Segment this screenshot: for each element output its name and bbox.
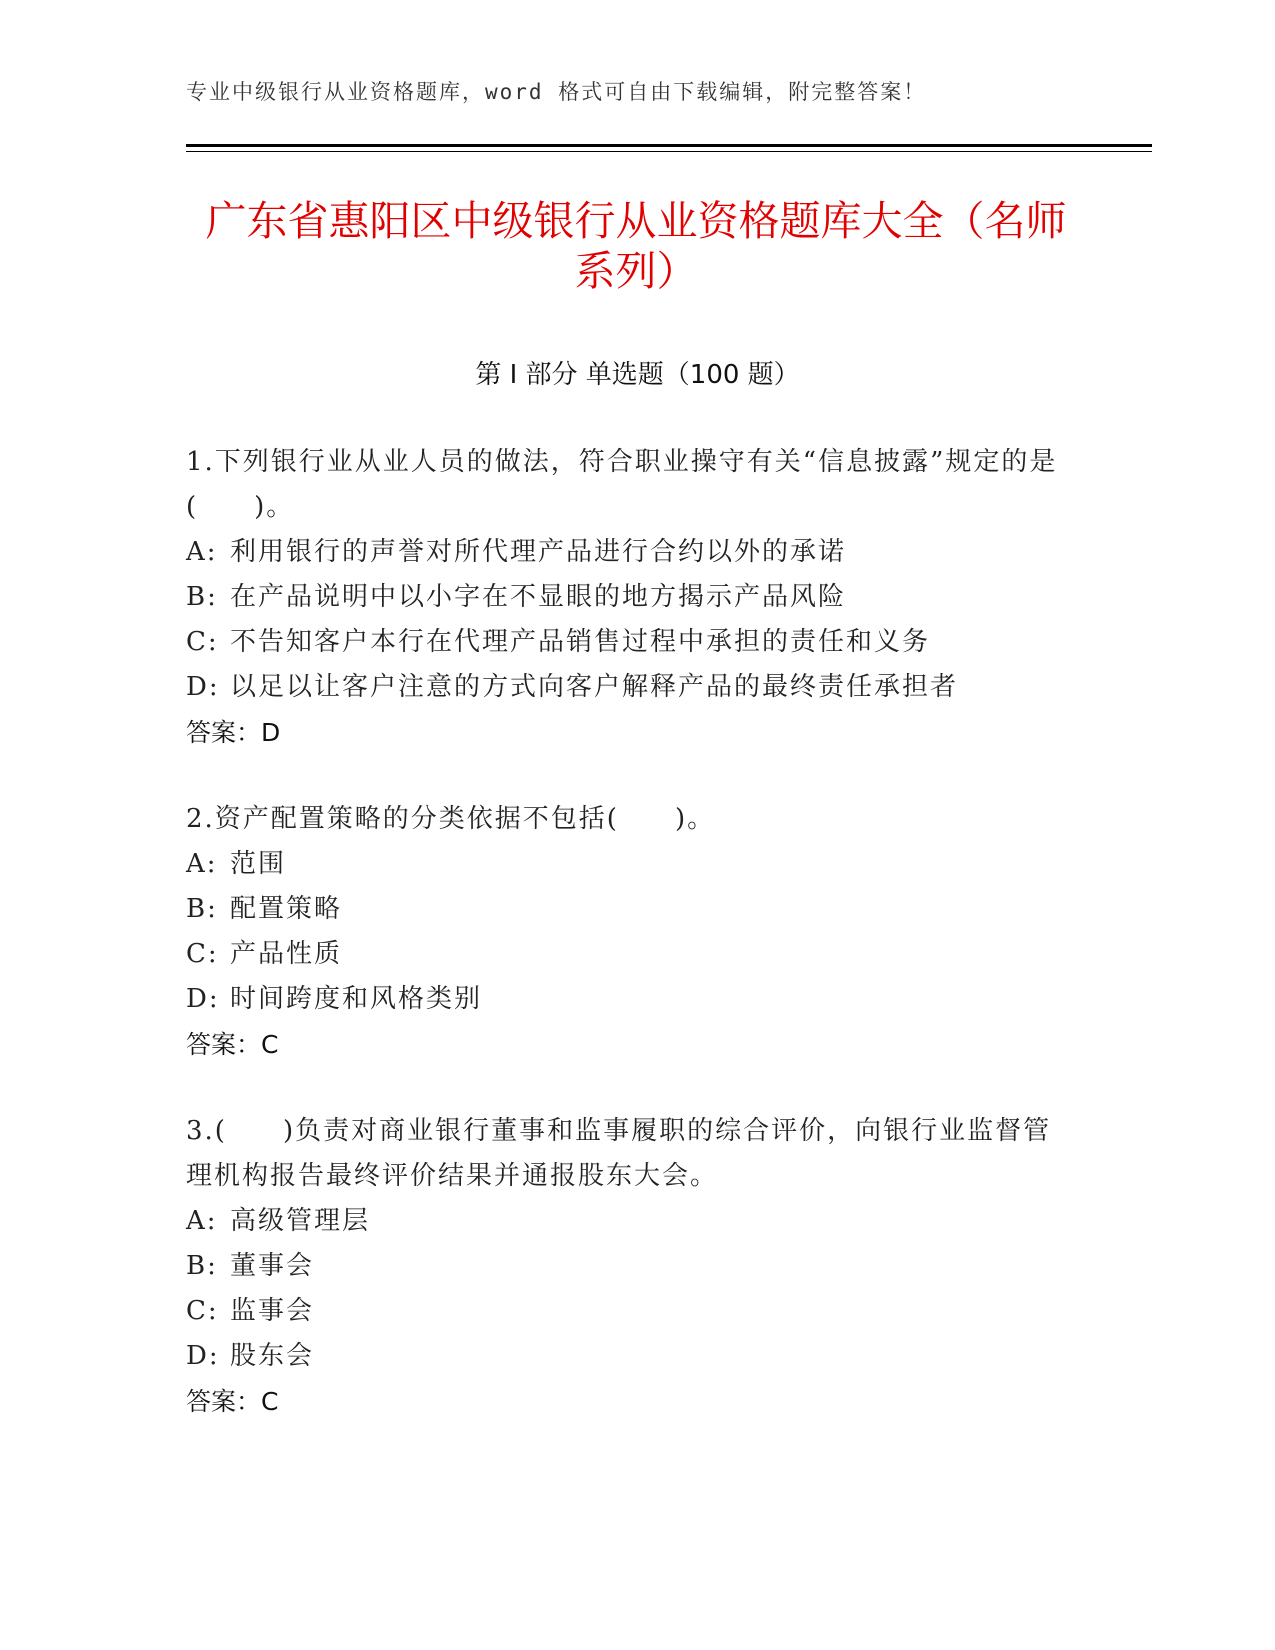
option-text: 不告知客户本行在代理产品销售过程中承担的责任和义务 [230,627,931,657]
document-title: 广东省惠阳区中级银行从业资格题库大全（名师系列） [205,197,1067,295]
answer: 答案：C [186,1387,279,1416]
option-key: D: [186,1341,220,1371]
option-text: 高级管理层 [230,1206,371,1236]
option-text: 股东会 [230,1341,315,1371]
option-b [186,1244,1066,1289]
option-b [186,887,1066,932]
option-text: 时间跨度和风格类别 [230,984,483,1014]
option-a [186,842,1066,887]
option-key: A: [186,537,218,567]
option-key: C: [186,939,219,969]
option-key: C: [186,1296,219,1326]
header-note: 专业中级银行从业资格题库，word 格式可自由下载编辑，附完整答案！ [186,80,927,104]
option-key: D: [186,984,220,1014]
option-a [186,530,1066,575]
option-text: 监事会 [230,1296,315,1326]
option-a [186,1199,1066,1244]
question-2 [186,797,1066,1067]
header-rule-thick [186,144,1152,147]
option-text: 以足以让客户注意的方式向客户解释产品的最终责任承担者 [230,672,959,702]
header-rule-thin [186,151,1152,152]
option-c [186,932,1066,977]
option-text: 在产品说明中以小字在不显眼的地方揭示产品风险 [230,582,847,612]
question-stem: 3.( )负责对商业银行董事和监事履职的综合评价，向银行业监督管理机构报告最终评价结果并通报股东大会。 [186,1116,1052,1191]
option-c [186,1289,1066,1334]
option-text: 利用银行的声誉对所代理产品进行合约以外的承诺 [230,537,847,567]
option-text: 配置策略 [230,894,343,924]
option-c [186,620,1066,665]
question-list [186,440,1066,1466]
answer: 答案：C [186,1030,279,1059]
option-key: B: [186,582,218,612]
option-text: 董事会 [230,1251,315,1281]
question-stem: 2.资产配置策略的分类依据不包括( )。 [186,804,716,834]
option-b [186,575,1066,620]
question-1 [186,440,1066,755]
option-key: B: [186,1251,218,1281]
option-key: C: [186,627,219,657]
option-key: D: [186,672,220,702]
option-key: A: [186,1206,218,1236]
section-title: 第 I 部分 单选题（100 题） [475,360,800,390]
option-d [186,1334,1066,1379]
answer: 答案：D [186,718,281,747]
question-stem: 1.下列银行业从业人员的做法，符合职业操守有关“信息披露”规定的是( )。 [186,447,1058,522]
option-key: B: [186,894,218,924]
option-text: 范围 [230,849,287,879]
option-text: 产品性质 [230,939,343,969]
option-key: A: [186,849,218,879]
option-d [186,665,1066,710]
option-d [186,977,1066,1022]
question-3 [186,1109,1066,1424]
